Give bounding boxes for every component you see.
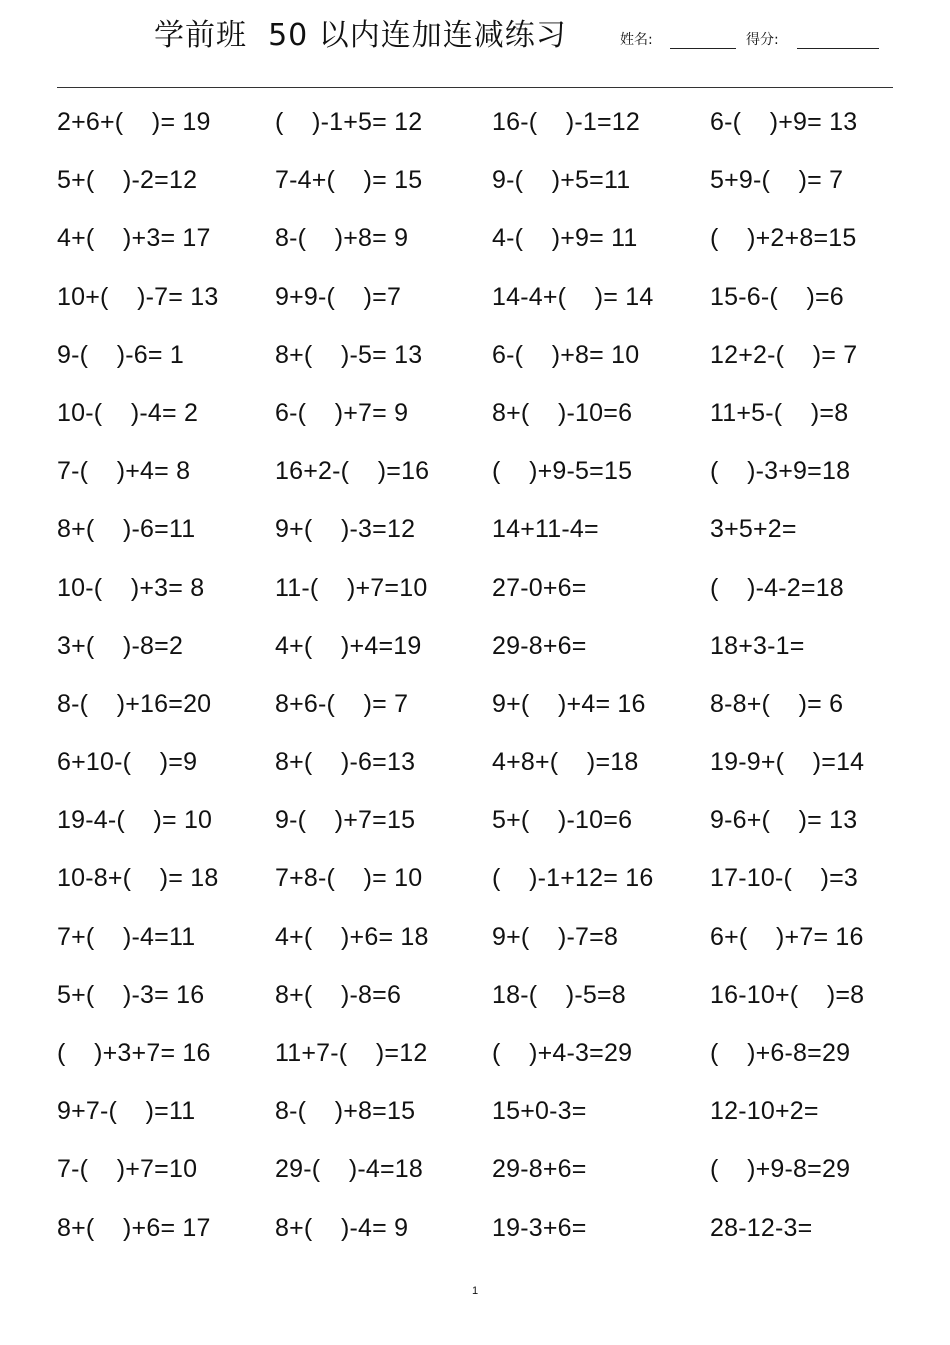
math-problem: 18-( )-5=8 <box>492 980 626 1009</box>
math-problem: 15-6-( )=6 <box>710 282 844 311</box>
math-problem: 7+( )-4=11 <box>57 922 196 951</box>
math-problem: ( )+4-3=29 <box>492 1039 633 1067</box>
math-problem: 4-( )+9= 11 <box>492 224 638 253</box>
math-problem: 3+5+2= <box>710 515 797 544</box>
math-problem: 19-3+6= <box>492 1213 587 1242</box>
math-problem: ( )+3+7= 16 <box>57 1039 211 1067</box>
math-problem: 14+11-4= <box>492 515 599 544</box>
math-problem: 5+( )-10=6 <box>492 806 633 835</box>
math-problem: 6+10-( )=9 <box>57 748 198 777</box>
math-problem: 8+( )-5= 13 <box>275 340 423 369</box>
math-problem: 29-8+6= <box>492 631 587 660</box>
math-problem: 17-10-( )=3 <box>710 864 859 893</box>
page-number: 1 <box>471 1285 479 1297</box>
math-problem: 9+( )+4= 16 <box>492 689 646 718</box>
math-problem: 16-( )-1=12 <box>492 108 641 136</box>
math-problem: 7-( )+7=10 <box>57 1155 198 1184</box>
math-problem: 15+0-3= <box>492 1097 587 1126</box>
math-problem: 4+( )+6= 18 <box>275 922 429 951</box>
math-problem: 4+8+( )=18 <box>492 748 639 777</box>
math-problem: 9-( )+5=11 <box>492 166 631 195</box>
score-field[interactable] <box>797 48 879 49</box>
math-problem: 29-8+6= <box>492 1155 587 1184</box>
math-problem: 8-( )+16=20 <box>57 689 212 718</box>
math-problem: 9-( )+7=15 <box>275 806 416 835</box>
math-problem: 2+6+( )= 19 <box>57 108 211 136</box>
math-problem: 5+( )-3= 16 <box>57 980 205 1009</box>
math-problem: 7-( )+4= 8 <box>57 457 191 486</box>
score-label: 得分: <box>746 32 779 48</box>
math-problem: 14-4+( )= 14 <box>492 282 654 311</box>
math-problem: ( )-3+9=18 <box>710 457 851 486</box>
math-problem: ( )+9-8=29 <box>710 1155 851 1184</box>
math-problem: 12+2-( )= 7 <box>710 340 858 369</box>
math-problem: ( )-4-2=18 <box>710 573 844 602</box>
math-problem: 8+( )-10=6 <box>492 398 633 427</box>
math-problem: 4+( )+3= 17 <box>57 224 211 253</box>
worksheet-title: 学前班 50 以内连加连减练习 <box>154 18 567 53</box>
math-problem: 7+8-( )= 10 <box>275 864 423 893</box>
math-problem: ( )+2+8=15 <box>710 224 857 253</box>
math-problem: 6+( )+7= 16 <box>710 922 864 951</box>
math-problem: 11+5-( )=8 <box>710 398 849 427</box>
math-problem: 9-6+( )= 13 <box>710 806 858 835</box>
worksheet-header <box>0 0 950 90</box>
math-problem: 29-( )-4=18 <box>275 1155 424 1184</box>
math-problem: ( )+9-5=15 <box>492 457 633 486</box>
name-field[interactable] <box>670 48 736 49</box>
math-problem: 9+9-( )=7 <box>275 282 402 311</box>
math-problem: 11-( )+7=10 <box>275 573 428 602</box>
math-problem: 5+( )-2=12 <box>57 166 198 195</box>
math-problem: 9+( )-7=8 <box>492 922 619 951</box>
math-problem: 8+( )-6=11 <box>57 515 196 544</box>
math-problem: 28-12-3= <box>710 1213 813 1242</box>
math-problem: 11+7-( )=12 <box>275 1039 428 1067</box>
math-problem: 8+6-( )= 7 <box>275 689 409 718</box>
math-problem: 6-( )+8= 10 <box>492 340 640 369</box>
math-problem: 8+( )-6=13 <box>275 748 416 777</box>
math-problem: 6-( )+7= 9 <box>275 398 409 427</box>
math-problem: 8-( )+8= 9 <box>275 224 409 253</box>
math-problem: 10+( )-7= 13 <box>57 282 219 311</box>
math-problem: 8+( )+6= 17 <box>57 1213 211 1242</box>
math-problem: 10-( )-4= 2 <box>57 398 199 427</box>
math-problem: 8+( )-8=6 <box>275 980 402 1009</box>
math-problem: 7-4+( )= 15 <box>275 166 423 195</box>
math-problem: ( )+6-8=29 <box>710 1039 851 1067</box>
math-problem: 16-10+( )=8 <box>710 980 865 1009</box>
header-divider <box>57 87 893 88</box>
math-problem: 10-8+( )= 18 <box>57 864 219 893</box>
math-problem: 8+( )-4= 9 <box>275 1213 409 1242</box>
math-problem: 8-8+( )= 6 <box>710 689 844 718</box>
math-problem: 16+2-( )=16 <box>275 457 430 486</box>
math-problem: 4+( )+4=19 <box>275 631 422 660</box>
math-problem: 12-10+2= <box>710 1097 819 1126</box>
math-problem: 9+7-( )=11 <box>57 1097 196 1126</box>
math-problem: ( )-1+12= 16 <box>492 864 654 893</box>
math-problem: 9+( )-3=12 <box>275 515 416 544</box>
math-problem: 19-4-( )= 10 <box>57 806 213 835</box>
name-label: 姓名: <box>620 32 653 48</box>
math-problem: 9-( )-6= 1 <box>57 340 184 369</box>
math-problem: 19-9+( )=14 <box>710 748 865 777</box>
math-problem: 10-( )+3= 8 <box>57 573 205 602</box>
math-problem: 6-( )+9= 13 <box>710 108 858 136</box>
problem-grid <box>57 102 907 1266</box>
math-problem: 3+( )-8=2 <box>57 631 184 660</box>
math-problem: ( )-1+5= 12 <box>275 108 423 136</box>
math-problem: 27-0+6= <box>492 573 587 602</box>
math-problem: 5+9-( )= 7 <box>710 166 844 195</box>
math-problem: 18+3-1= <box>710 631 805 660</box>
math-problem: 8-( )+8=15 <box>275 1097 416 1126</box>
